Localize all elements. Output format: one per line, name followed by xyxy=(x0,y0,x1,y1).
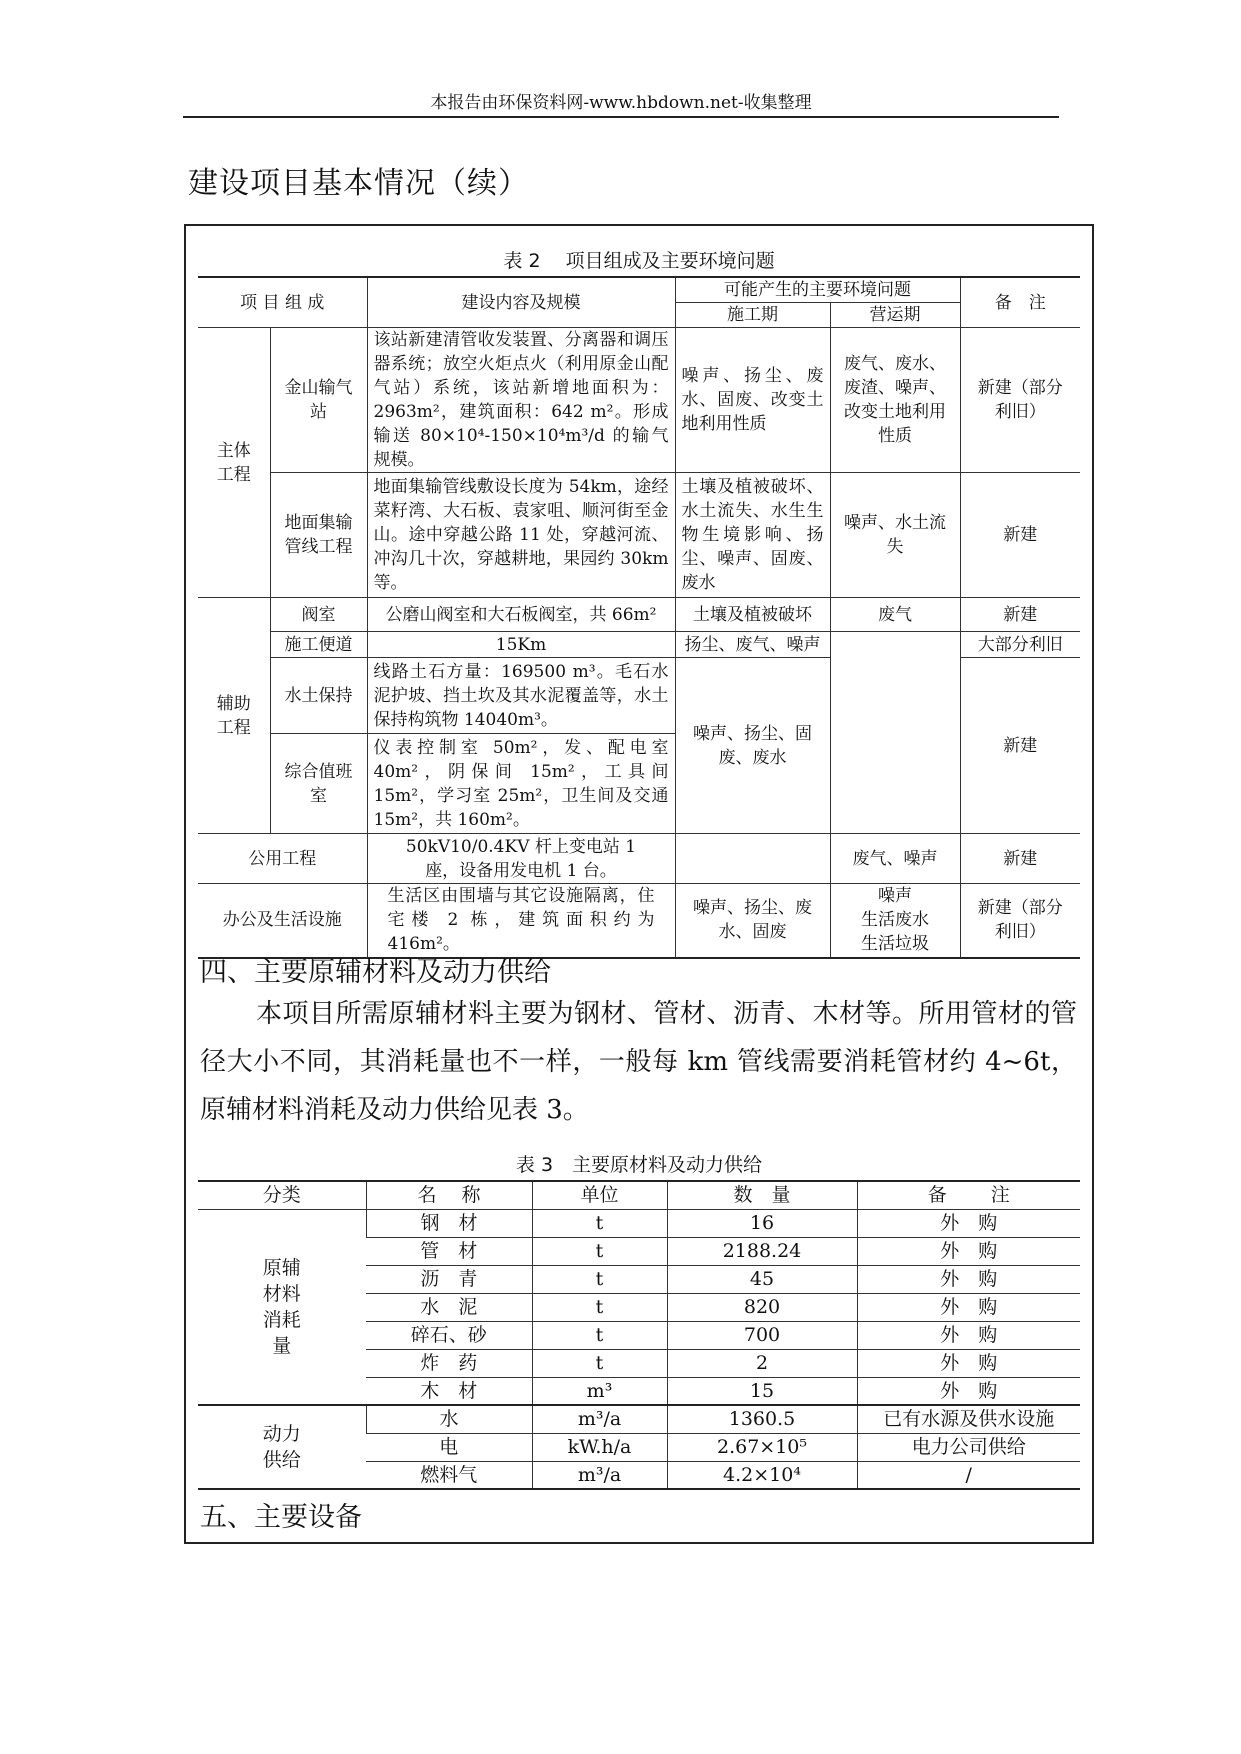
cell-unit: m³/a xyxy=(532,1405,667,1433)
row-construction: 噪声、扬尘、废水、固废、改变土地利用性质 xyxy=(675,328,830,473)
row-content: 地面集输管线敷设长度为 54km，途经菜籽湾、大石板、袁家咀、顺河街至金山。途中穿越公路 11 处，穿越河流、冲沟几十次，穿越耕地，果园约 30km 等。 xyxy=(367,473,675,598)
cell-qty: 1360.5 xyxy=(667,1405,857,1433)
row-remark: 新建（部分利旧） xyxy=(960,328,1080,473)
row-content: 仪表控制室 50m²，发、配电室 40m²，阴保间 15m²，工具间 15m²，学习室 25m²，卫生间及交通 15m²，共 160m²。 xyxy=(367,734,675,834)
table-row xyxy=(198,473,1080,598)
cell-unit: t xyxy=(532,1293,667,1321)
cell-unit: t xyxy=(532,1265,667,1293)
cell-qty: 45 xyxy=(667,1265,857,1293)
row-name: 办公及生活设施 xyxy=(198,884,367,958)
section5-title: 五、主要设备 xyxy=(200,1502,362,1533)
page-title: 建设项目基本情况（续） xyxy=(188,166,529,201)
col-header-note: 备 注 xyxy=(857,1181,1080,1209)
row-content: 该站新建清管收发装置、分离器和调压器系统；放空火炬点火（利用原金山配气站）系统，该站新增地面积为：2963m²，建筑面积：642 m²。形成输送 80×10⁴-150×10⁴m³/d 的输气规模。 xyxy=(367,328,675,473)
row-remark: 新建 xyxy=(960,658,1080,834)
row-content: 公磨山阀室和大石板阀室，共 66m² xyxy=(367,598,675,632)
cell-note: 外 购 xyxy=(857,1237,1080,1265)
cell-note: 外 购 xyxy=(857,1321,1080,1349)
row-content: 50kV10/0.4KV 杆上变电站 1 座，设备用发电机 1 台。 xyxy=(367,834,675,884)
row-operation: 废气、噪声 xyxy=(830,834,960,884)
cell-unit: t xyxy=(532,1209,667,1237)
row-name: 水土保持 xyxy=(270,658,367,734)
row-construction xyxy=(675,834,830,884)
row-operation: 噪声 生活废水 生活垃圾 xyxy=(830,884,960,958)
cell-note: / xyxy=(857,1461,1080,1489)
row-remark: 大部分利旧 xyxy=(960,632,1080,658)
table3-caption: 表 3 主要原材料及动力供给 xyxy=(515,1154,763,1176)
materials-table xyxy=(198,1180,1080,1490)
table-row xyxy=(198,632,1080,658)
cell-name: 钢 材 xyxy=(366,1209,532,1237)
cell-unit: t xyxy=(532,1237,667,1265)
cell-note: 外 购 xyxy=(857,1293,1080,1321)
cell-note: 外 购 xyxy=(857,1377,1080,1405)
header-divider xyxy=(183,116,1059,118)
project-composition-table xyxy=(198,276,1080,959)
row-operation: 噪声、水土流失 xyxy=(830,473,960,598)
cell-name: 管 材 xyxy=(366,1237,532,1265)
cell-note: 外 购 xyxy=(857,1265,1080,1293)
col-header-construction: 施工期 xyxy=(675,303,830,328)
row-name: 公用工程 xyxy=(198,834,367,884)
cell-unit: t xyxy=(532,1349,667,1377)
page-header: 本报告由环保资料网-www.hbdown.net-收集整理 xyxy=(430,93,812,113)
cell-qty: 700 xyxy=(667,1321,857,1349)
cell-unit: kW.h/a xyxy=(532,1433,667,1461)
cell-name: 沥 青 xyxy=(366,1265,532,1293)
table-header-row xyxy=(198,1181,1080,1209)
cell-note: 外 购 xyxy=(857,1349,1080,1377)
col-header-category: 分类 xyxy=(198,1181,366,1209)
table2-caption: 表 2 项目组成及主要环境问题 xyxy=(503,250,775,272)
section4-title: 四、主要原辅材料及动力供给 xyxy=(200,957,551,988)
row-name: 阀室 xyxy=(270,598,367,632)
cell-name: 碎石、砂 xyxy=(366,1321,532,1349)
cell-unit: t xyxy=(532,1321,667,1349)
col-header-qty: 数 量 xyxy=(667,1181,857,1209)
row-content: 生活区由围墙与其它设施隔离，住宅楼 2 栋，建筑面积约为 416m²。 xyxy=(367,884,675,958)
table-header-row xyxy=(198,277,1080,303)
table-row xyxy=(198,328,1080,473)
cell-qty: 15 xyxy=(667,1377,857,1405)
cell-qty: 2.67×10⁵ xyxy=(667,1433,857,1461)
row-name: 金山输气站 xyxy=(270,328,367,473)
cell-name: 水 xyxy=(366,1405,532,1433)
table-row xyxy=(198,598,1080,632)
row-construction: 土壤及植被破坏、水土流失、水生生物生境影响、扬尘、噪声、固废、废水 xyxy=(675,473,830,598)
table-row xyxy=(198,1209,1080,1237)
row-construction: 土壤及植被破坏 xyxy=(675,598,830,632)
cell-qty: 2 xyxy=(667,1349,857,1377)
row-remark: 新建（部分利旧） xyxy=(960,884,1080,958)
group-aux: 辅助工程 xyxy=(198,598,270,834)
row-operation: 废气、废水、废渣、噪声、改变土地利用性质 xyxy=(830,328,960,473)
row-operation: 废气 xyxy=(830,598,960,632)
row-name: 地面集输管线工程 xyxy=(270,473,367,598)
group-materials: 原辅 材料 消耗 量 xyxy=(198,1209,366,1405)
row-construction: 噪声、扬尘、固废、废水 xyxy=(675,658,830,834)
col-header-name: 名 称 xyxy=(366,1181,532,1209)
row-remark: 新建 xyxy=(960,598,1080,632)
col-header-env: 可能产生的主要环境问题 xyxy=(675,277,960,303)
cell-note: 已有水源及供水设施 xyxy=(857,1405,1080,1433)
col-header-remark: 备 注 xyxy=(960,277,1080,328)
cell-qty: 820 xyxy=(667,1293,857,1321)
cell-name: 木 材 xyxy=(366,1377,532,1405)
cell-name: 燃料气 xyxy=(366,1461,532,1489)
row-remark: 新建 xyxy=(960,834,1080,884)
row-content: 线路土石方量：169500 m³。毛石水泥护坡、挡土坎及其水泥覆盖等，水土保持构筑物 14040m³。 xyxy=(367,658,675,734)
row-name: 施工便道 xyxy=(270,632,367,658)
table-row xyxy=(198,834,1080,884)
row-name: 综合值班室 xyxy=(270,734,367,834)
section4-paragraph: 本项目所需原辅材料主要为钢材、管材、沥青、木材等。所用管材的管径大小不同，其消耗量也不一样，一般每 km 管线需要消耗管材约 4~6t，原辅材料消耗及动力供给见表 3。 xyxy=(200,999,1077,1125)
row-content: 15Km xyxy=(367,632,675,658)
row-construction: 扬尘、废气、噪声 xyxy=(675,632,830,658)
cell-name: 电 xyxy=(366,1433,532,1461)
cell-name: 水 泥 xyxy=(366,1293,532,1321)
cell-qty: 4.2×10⁴ xyxy=(667,1461,857,1489)
cell-note: 外 购 xyxy=(857,1209,1080,1237)
table-row xyxy=(198,1405,1080,1433)
col-header-operation: 营运期 xyxy=(830,303,960,328)
row-construction: 噪声、扬尘、废水、固废 xyxy=(675,884,830,958)
cell-unit: m³/a xyxy=(532,1461,667,1489)
col-header-unit: 单位 xyxy=(532,1181,667,1209)
group-main: 主体工程 xyxy=(198,328,270,598)
col-header-content: 建设内容及规模 xyxy=(367,277,675,328)
row-operation xyxy=(830,632,960,834)
row-remark: 新建 xyxy=(960,473,1080,598)
cell-name: 炸 药 xyxy=(366,1349,532,1377)
cell-qty: 16 xyxy=(667,1209,857,1237)
cell-qty: 2188.24 xyxy=(667,1237,857,1265)
table-row xyxy=(198,884,1080,958)
cell-note: 电力公司供给 xyxy=(857,1433,1080,1461)
group-power: 动力 供给 xyxy=(198,1405,366,1489)
cell-unit: m³ xyxy=(532,1377,667,1405)
col-header-item: 项 目 组 成 xyxy=(198,277,367,328)
